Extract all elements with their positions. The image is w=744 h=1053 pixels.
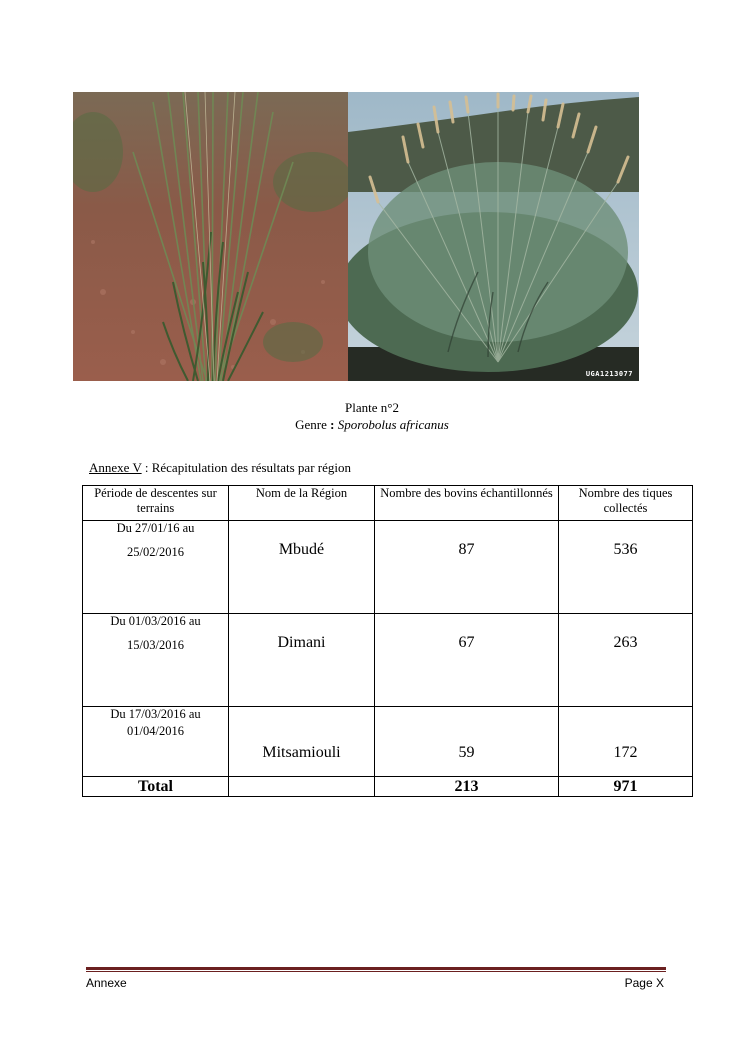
cell-tiques: 263 (559, 614, 693, 707)
cell-bovins: 87 (375, 521, 559, 614)
photo-watermark: UGA1213077 (585, 370, 633, 378)
total-label: Total (83, 777, 229, 797)
header-region: Nom de la Région (229, 486, 375, 521)
table-row (83, 521, 693, 614)
annex-title-text: : Récapitulation des résultats par région (141, 460, 351, 475)
period-end: 25/02/2016 (127, 545, 184, 559)
footer-page-number: Page X (624, 976, 664, 990)
cell-bovins: 59 (375, 707, 559, 777)
header-tiques: Nombre des tiques collectés (559, 486, 693, 521)
table-total-row (83, 777, 693, 797)
cell-bovins: 67 (375, 614, 559, 707)
cell-period (83, 521, 229, 614)
header-bovins: Nombre des bovins échantillonnés (375, 486, 559, 521)
footer-divider-thin (86, 971, 666, 972)
cell-tiques: 536 (559, 521, 693, 614)
total-bovins: 213 (375, 777, 559, 797)
footer-section-label: Annexe (86, 976, 127, 990)
total-tiques: 971 (559, 777, 693, 797)
cell-region: Mbudé (229, 521, 375, 614)
genre-separator: : (326, 417, 338, 432)
cell-region: Mitsamiouli (229, 707, 375, 777)
results-table (82, 485, 693, 797)
header-period: Période de descentes sur terrains (83, 486, 229, 521)
cell-period (83, 614, 229, 707)
cell-period (83, 707, 229, 777)
table-row (83, 707, 693, 777)
cell-tiques: 172 (559, 707, 693, 777)
period-start: Du 17/03/2016 au (110, 707, 201, 721)
figure-caption-plant: Plante n°2 (345, 400, 399, 415)
table-row (83, 614, 693, 707)
annex-title (89, 460, 351, 476)
period-start: Du 01/03/2016 au (110, 614, 201, 628)
figure-caption-genre (0, 417, 744, 433)
annex-label: Annexe V (89, 460, 142, 475)
genre-value: Sporobolus africanus (337, 417, 449, 432)
period-end: 01/04/2016 (127, 724, 184, 738)
period-start: Du 27/01/16 au (116, 521, 195, 535)
table-header-row (83, 486, 693, 521)
total-region-empty (229, 777, 375, 797)
grass-photo-left (73, 92, 348, 381)
cell-region: Dimani (229, 614, 375, 707)
grass-photo-right (348, 92, 639, 381)
footer-divider (86, 967, 666, 970)
period-end: 15/03/2016 (127, 638, 184, 652)
genre-label: Genre (295, 417, 327, 432)
